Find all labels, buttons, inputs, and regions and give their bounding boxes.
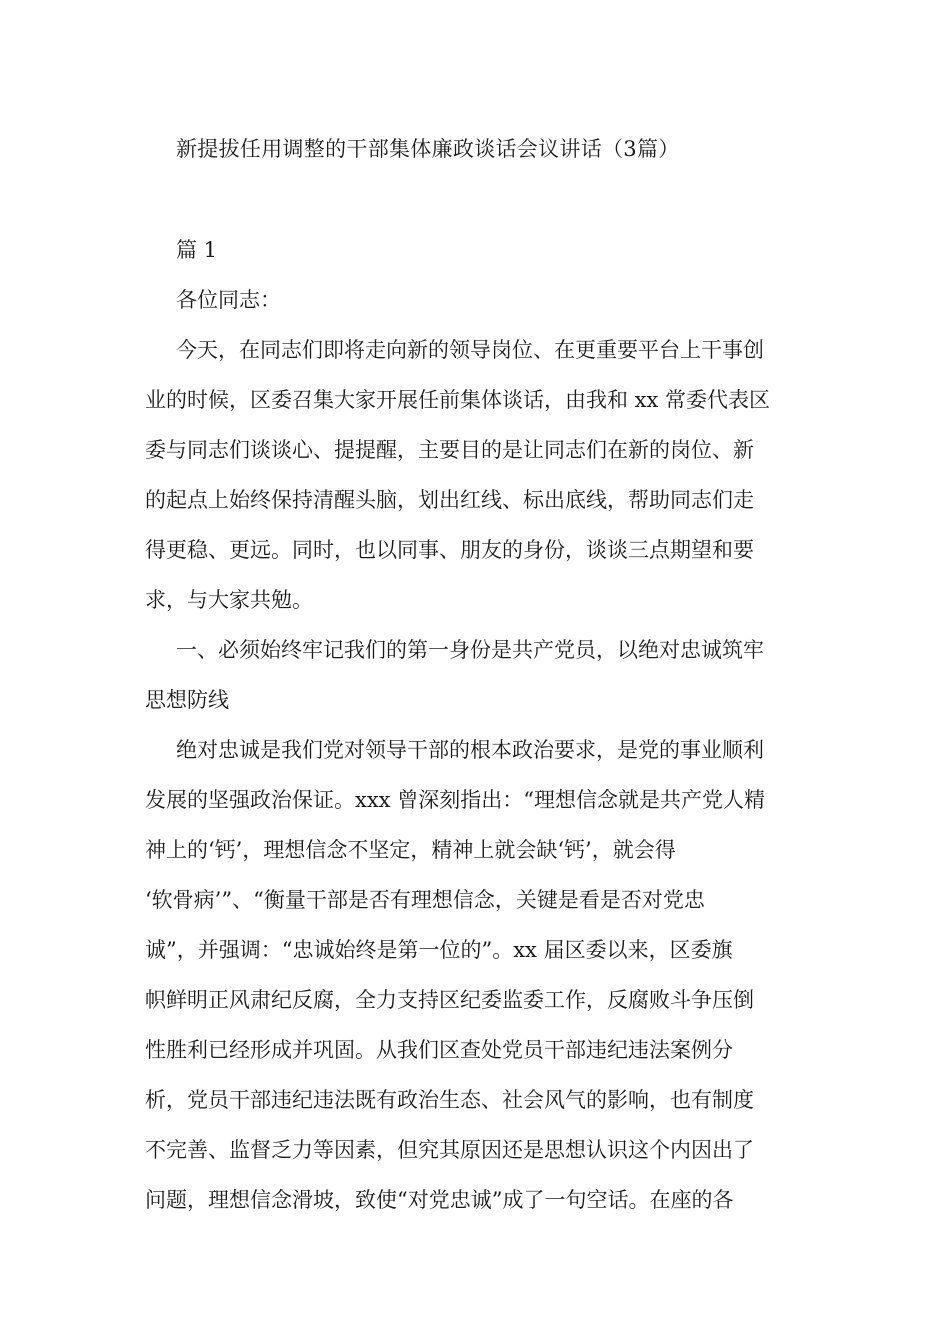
paragraph-line: 不完善、监督乏力等因素，但究其原因还是思想认识这个内因出了	[145, 1138, 754, 1162]
paragraph-line: 问题，理想信念滑坡，致使“对党忠诚”成了一句空话。在座的各	[145, 1188, 734, 1212]
paragraph-line: 委与同志们谈谈心、提提醒，主要目的是让同志们在新的岗位、新	[145, 438, 754, 462]
paragraph-line: 求，与大家共勉。	[145, 588, 313, 612]
paragraph-line: 绝对忠诚是我们党对领导干部的根本政治要求，是党的事业顺利	[176, 738, 764, 762]
paragraph-line: 析，党员干部违纪违法既有政治生态、社会风气的影响，也有制度	[145, 1088, 754, 1112]
paragraph-line: 业的时候，区委召集大家开展任前集体谈话，由我和 xx 常委代表区	[145, 388, 771, 412]
paragraph-line: 神上的‘钙’，理想信念不坚定，精神上就会缺‘钙’，就会得	[145, 838, 676, 862]
paragraph-line: 发展的坚强政治保证。xxx 曾深刻指出：“理想信念就是共产党人精	[145, 788, 765, 812]
paragraph-line: 今天，在同志们即将走向新的领导岗位、在更重要平台上干事创	[176, 338, 764, 362]
paragraph-line: 一、必须始终牢记我们的第一身份是共产党员，以绝对忠诚筑牢	[176, 638, 764, 662]
paragraph-line: ‘软骨病’”、“衡量干部是否有理想信念，关键是看是否对党忠	[145, 888, 705, 912]
paragraph-intro	[145, 325, 810, 625]
paragraph-line: 性胜利已经形成并巩固。从我们区查处党员干部违纪违法案例分	[145, 1038, 733, 1062]
section-label: 篇 1	[176, 238, 218, 262]
paragraph-line: 帜鲜明正风肃纪反腐，全力支持区纪委监委工作，反腐败斗争压倒	[145, 988, 754, 1012]
paragraph-line: 诚”，并强调：“忠诚始终是第一位的”。xx 届区委以来，区委旗	[145, 938, 733, 962]
salutation: 各位同志：	[176, 288, 281, 312]
paragraph-line: 的起点上始终保持清醒头脑，划出红线、标出底线，帮助同志们走	[145, 488, 754, 512]
paragraph-line: 得更稳、更远。同时，也以同事、朋友的身份，谈谈三点期望和要	[145, 538, 754, 562]
paragraph-line: 思想防线	[145, 688, 229, 712]
section-heading-one	[145, 625, 810, 725]
document-title: 新提拔任用调整的干部集体廉政谈话会议讲话（3篇）	[176, 137, 680, 161]
paragraph-loyalty	[145, 725, 810, 1225]
